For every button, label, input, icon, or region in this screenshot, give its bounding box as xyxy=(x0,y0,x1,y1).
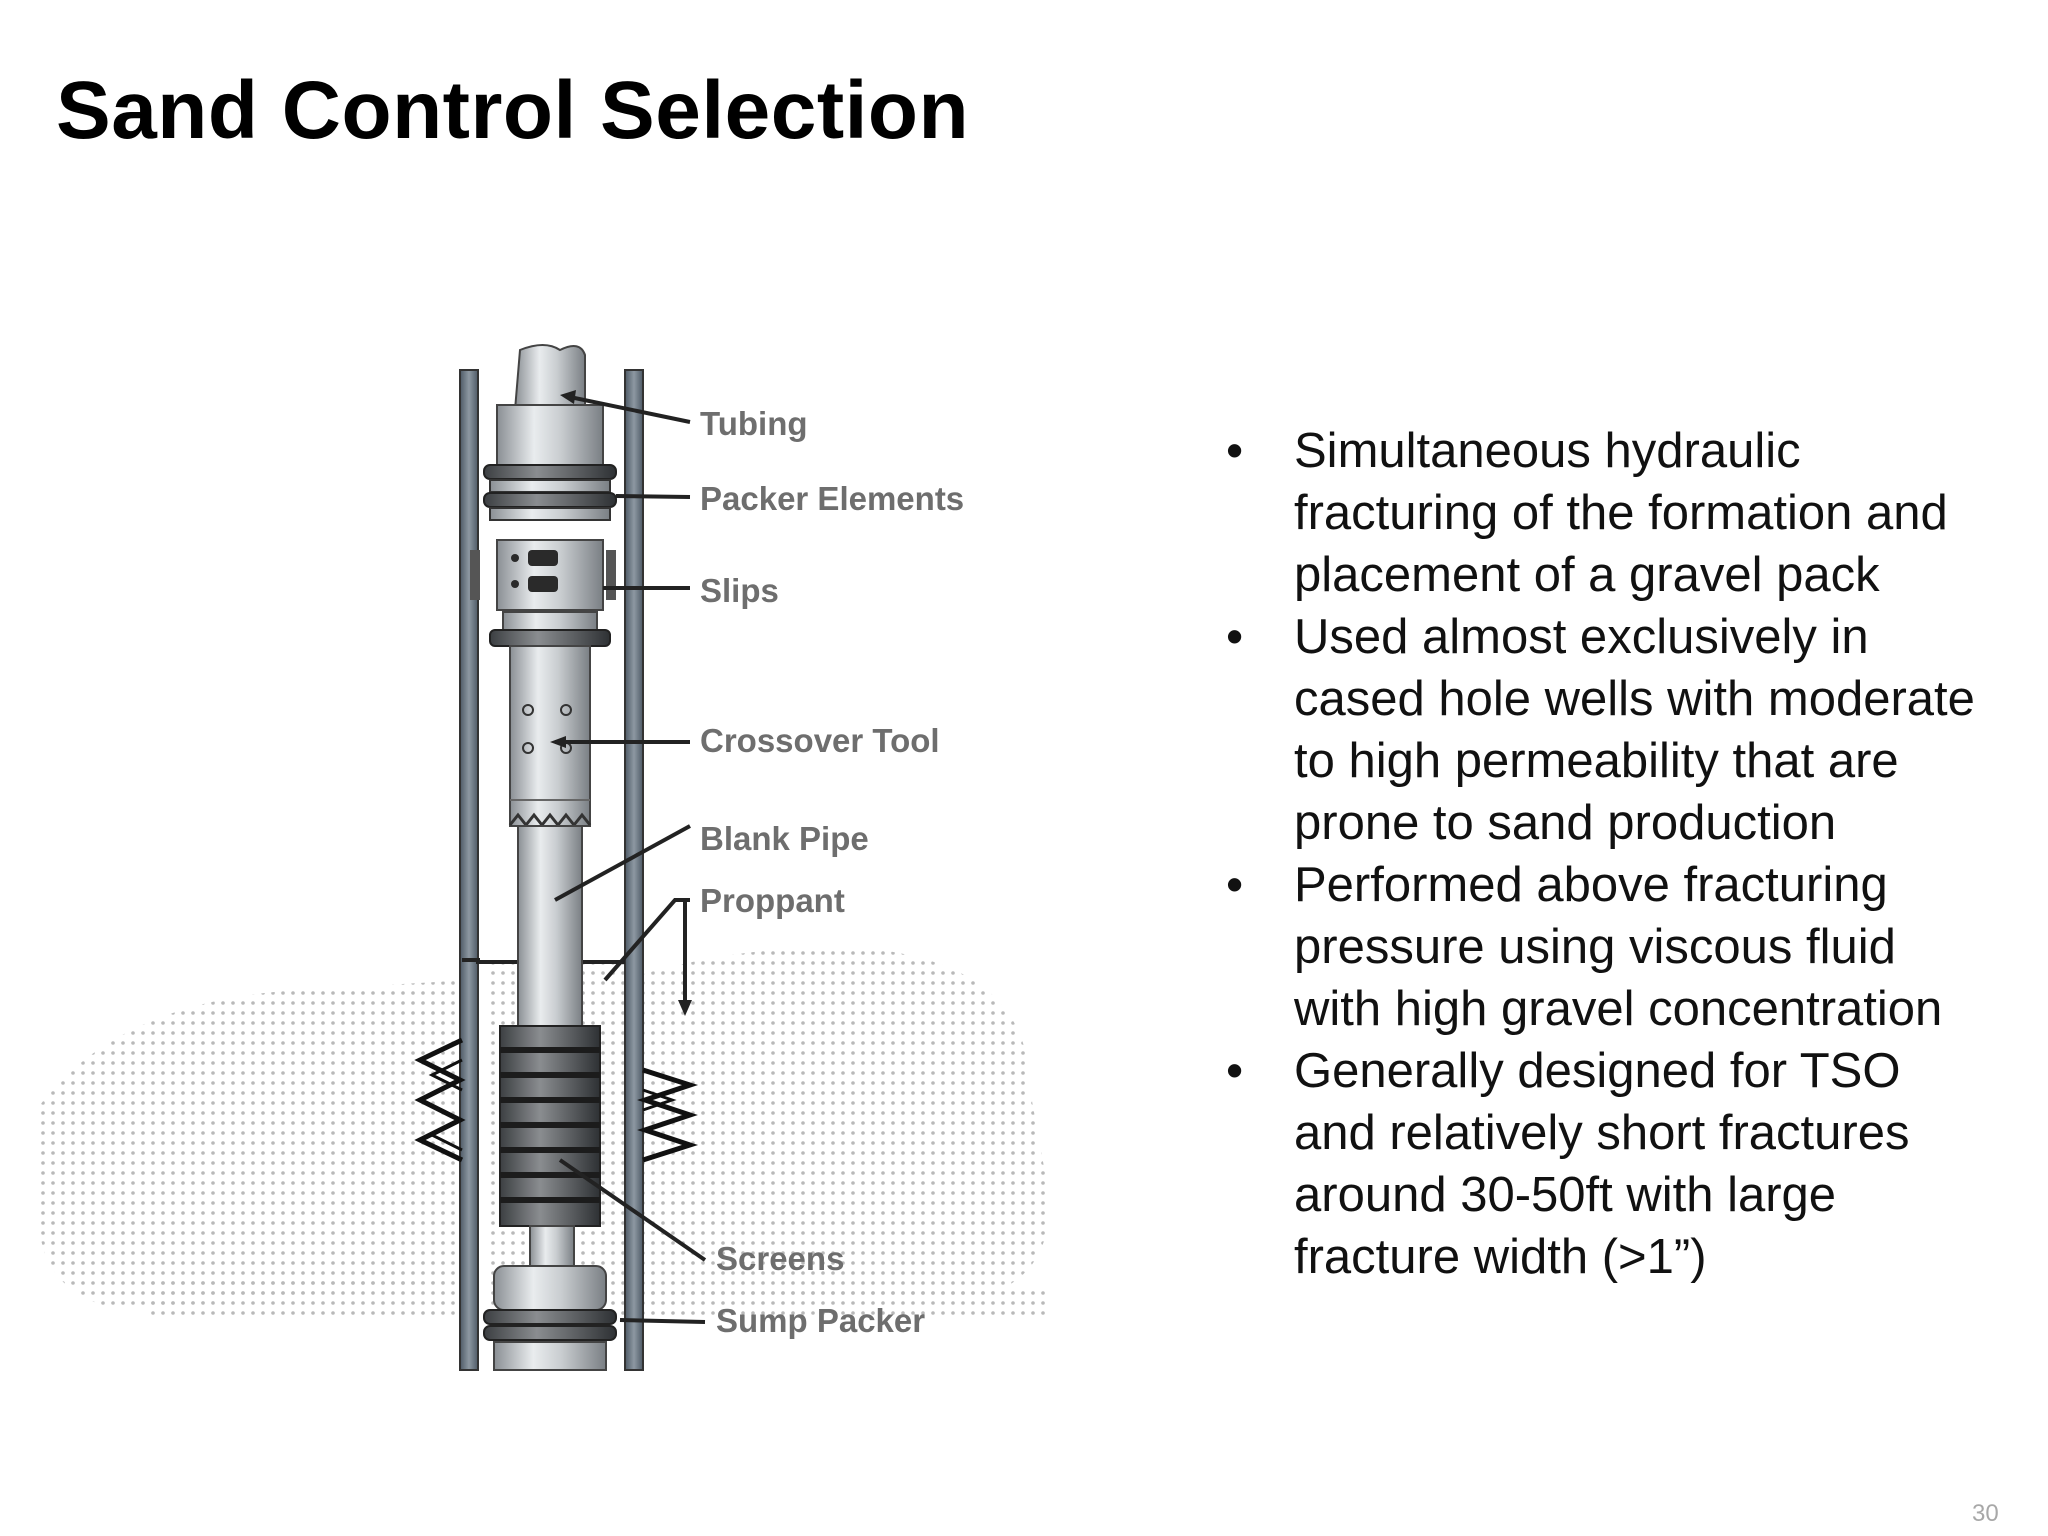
bullet-line: Used almost exclusively in xyxy=(1294,610,1869,664)
bullet-line: to high permeability that are xyxy=(1294,734,1899,788)
packer-elements-shape xyxy=(484,465,616,520)
bullet-list xyxy=(1226,420,2026,1288)
bullet-line: Simultaneous hydraulic xyxy=(1294,424,1801,478)
bullet-line: and relatively short fractures xyxy=(1294,1106,1910,1160)
bullet-line: Generally designed for TSO xyxy=(1294,1044,1901,1098)
bullet-item xyxy=(1226,606,2026,854)
completion-diagram-svg xyxy=(0,300,1080,1400)
crossover-tool-shape xyxy=(510,646,590,826)
label-packer-elements: Packer Elements xyxy=(700,480,965,517)
page-number: 30 xyxy=(1972,1500,1999,1527)
casing-right-wall xyxy=(625,370,643,1370)
blank-pipe-shape xyxy=(518,826,582,1026)
bullet-line: prone to sand production xyxy=(1294,796,1837,850)
label-crossover-tool: Crossover Tool xyxy=(700,722,940,759)
label-tubing: Tubing xyxy=(700,405,808,442)
label-sump-packer: Sump Packer xyxy=(716,1302,926,1339)
bullet-line: pressure using viscous fluid xyxy=(1294,920,1896,974)
well-completion-diagram xyxy=(0,300,1080,1400)
label-screens: Screens xyxy=(716,1240,845,1277)
bullet-marker: • xyxy=(1226,1044,1244,1098)
bullet-line: fracturing of the formation and xyxy=(1294,486,1948,540)
label-blank-pipe: Blank Pipe xyxy=(700,820,869,857)
bullet-item xyxy=(1226,854,2026,1040)
screens-shape xyxy=(500,1026,600,1226)
bullet-line: with high gravel concentration xyxy=(1294,982,1943,1036)
bullet-line: Performed above fracturing xyxy=(1294,858,1888,912)
slide-title: Sand Control Selection xyxy=(56,65,970,156)
bullet-line: placement of a gravel pack xyxy=(1294,548,1880,602)
label-slips: Slips xyxy=(700,572,779,609)
bullet-line: around 30-50ft with large xyxy=(1294,1168,1837,1222)
bullet-marker: • xyxy=(1226,610,1244,664)
bullet-item xyxy=(1226,1040,2026,1288)
bullet-marker: • xyxy=(1226,858,1244,912)
casing-left-wall xyxy=(460,370,478,1370)
tubing-body xyxy=(497,405,603,465)
sump-packer-shape xyxy=(484,1266,616,1370)
bullet-line: cased hole wells with moderate xyxy=(1294,672,1975,726)
bullet-marker: • xyxy=(1226,424,1244,478)
bullet-item xyxy=(1226,420,2026,606)
label-proppant: Proppant xyxy=(700,882,845,919)
bullet-line: fracture width (>1”) xyxy=(1294,1230,1707,1284)
